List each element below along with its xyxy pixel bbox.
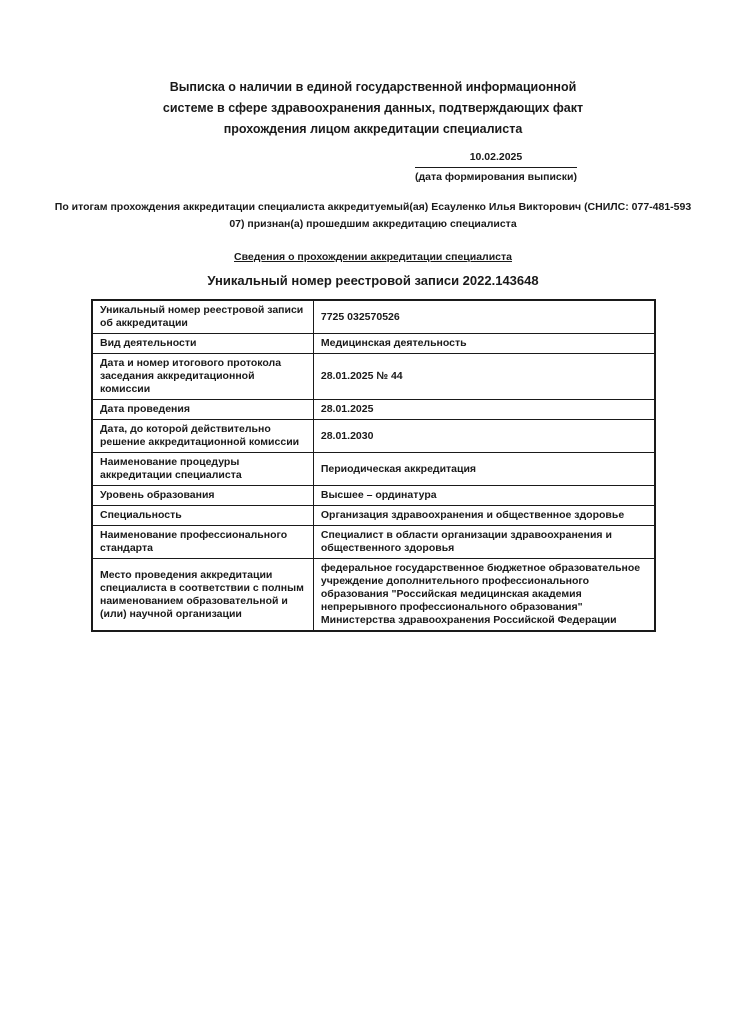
table-row bbox=[92, 300, 655, 334]
formation-date-block bbox=[415, 151, 577, 184]
table-row bbox=[92, 354, 655, 400]
registry-number-heading: Уникальный номер реестровой записи 2022.143648 bbox=[207, 273, 539, 288]
row-label: Место проведения аккредитации специалиста в соответствии с полным наименованием образовательной и (или) научной организации bbox=[92, 559, 313, 632]
table-row bbox=[92, 334, 655, 354]
row-value: 28.01.2025 № 44 bbox=[313, 354, 655, 400]
row-label: Уровень образования bbox=[92, 486, 313, 506]
document-title-line-1: Выписка о наличии в единой государственной информационной bbox=[169, 80, 577, 94]
row-label: Вид деятельности bbox=[92, 334, 313, 354]
table-row bbox=[92, 486, 655, 506]
table-row bbox=[92, 526, 655, 559]
formation-date-value: 10.02.2025 bbox=[415, 151, 577, 168]
row-value: Медицинская деятельность bbox=[313, 334, 655, 354]
table-row bbox=[92, 559, 655, 632]
document-title-line-2: системе в сфере здравоохранения данных, подтверждающих факт bbox=[162, 101, 584, 115]
row-label: Дата проведения bbox=[92, 400, 313, 420]
document-title bbox=[0, 77, 746, 140]
row-value: 28.01.2030 bbox=[313, 420, 655, 453]
row-label: Наименование профессионального стандарта bbox=[92, 526, 313, 559]
row-label: Дата и номер итогового протокола заседания аккредитационной комиссии bbox=[92, 354, 313, 400]
row-label: Дата, до которой действительно решение аккредитационной комиссии bbox=[92, 420, 313, 453]
accreditation-table bbox=[91, 299, 656, 632]
document-title-line-3: прохождения лицом аккредитации специалиста bbox=[223, 122, 523, 136]
table-row bbox=[92, 400, 655, 420]
section-heading: Сведения о прохождении аккредитации специалиста bbox=[234, 251, 512, 263]
formation-date-caption: (дата формирования выписки) bbox=[415, 171, 577, 183]
table-row bbox=[92, 453, 655, 486]
row-value: Периодическая аккредитация bbox=[313, 453, 655, 486]
row-value: Специалист в области организации здравоохранения и общественного здоровья bbox=[313, 526, 655, 559]
row-label: Уникальный номер реестровой записи об аккредитации bbox=[92, 300, 313, 334]
row-label: Специальность bbox=[92, 506, 313, 526]
table-row bbox=[92, 420, 655, 453]
row-value: 7725 032570526 bbox=[313, 300, 655, 334]
row-value: федеральное государственное бюджетное образовательное учреждение дополнительного профессионального образования "Российская медицинская академия непрерывного профессионального образования" Министерства здравоохранения Российской Федерации bbox=[313, 559, 655, 632]
row-value: Организация здравоохранения и общественное здоровье bbox=[313, 506, 655, 526]
row-value: Высшее – ординатура bbox=[313, 486, 655, 506]
intro-paragraph: По итогам прохождения аккредитации специалиста аккредитуемый(ая) Есауленко Илья Викторович (СНИЛС: 077-481-593 07) признан(а) прошедшим аккредитацию специалиста bbox=[54, 201, 692, 230]
row-value: 28.01.2025 bbox=[313, 400, 655, 420]
row-label: Наименование процедуры аккредитации специалиста bbox=[92, 453, 313, 486]
table-row bbox=[92, 506, 655, 526]
